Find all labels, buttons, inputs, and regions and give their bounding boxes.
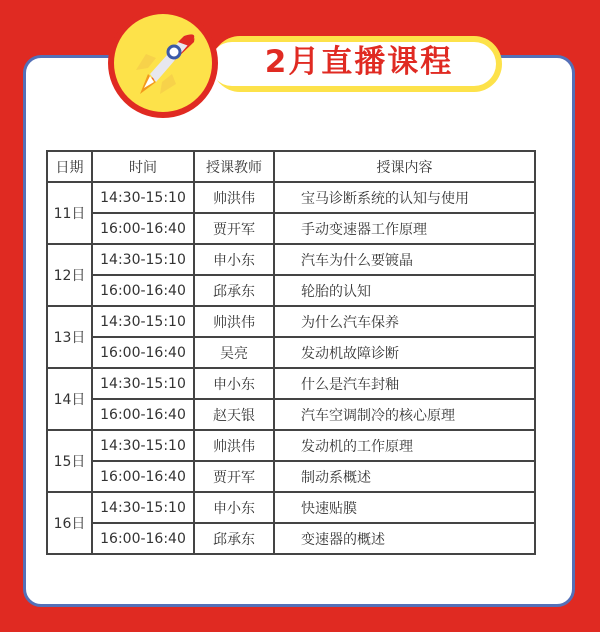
rocket-icon bbox=[126, 24, 206, 104]
table-row bbox=[47, 213, 535, 244]
date-cell: 15日 bbox=[47, 430, 92, 492]
teacher-cell: 帅洪伟 bbox=[194, 430, 274, 461]
table-row bbox=[47, 337, 535, 368]
time-cell: 16:00-16:40 bbox=[92, 337, 194, 368]
topic-cell: 汽车为什么要镀晶 bbox=[274, 244, 535, 275]
teacher-cell: 邱承东 bbox=[194, 523, 274, 554]
header-time: 时间 bbox=[92, 151, 194, 182]
time-cell: 14:30-15:10 bbox=[92, 244, 194, 275]
teacher-cell: 贾开军 bbox=[194, 213, 274, 244]
topic-cell: 发动机故障诊断 bbox=[274, 337, 535, 368]
topic-cell: 汽车空调制冷的核心原理 bbox=[274, 399, 535, 430]
topic-cell: 什么是汽车封釉 bbox=[274, 368, 535, 399]
teacher-cell: 吴亮 bbox=[194, 337, 274, 368]
header-topic: 授课内容 bbox=[274, 151, 535, 182]
header-teacher: 授课教师 bbox=[194, 151, 274, 182]
date-cell: 12日 bbox=[47, 244, 92, 306]
table-row bbox=[47, 461, 535, 492]
time-cell: 16:00-16:40 bbox=[92, 213, 194, 244]
topic-cell: 发动机的工作原理 bbox=[274, 430, 535, 461]
time-cell: 14:30-15:10 bbox=[92, 306, 194, 337]
header-date: 日期 bbox=[47, 151, 92, 182]
teacher-cell: 申小东 bbox=[194, 244, 274, 275]
table-header-row bbox=[47, 151, 535, 182]
schedule-table bbox=[46, 150, 536, 555]
table-row bbox=[47, 523, 535, 554]
time-cell: 14:30-15:10 bbox=[92, 182, 194, 213]
table-row bbox=[47, 492, 535, 523]
topic-cell: 宝马诊断系统的认知与使用 bbox=[274, 182, 535, 213]
teacher-cell: 邱承东 bbox=[194, 275, 274, 306]
table-row bbox=[47, 275, 535, 306]
table-row bbox=[47, 306, 535, 337]
table-row bbox=[47, 244, 535, 275]
topic-cell: 制动系概述 bbox=[274, 461, 535, 492]
teacher-cell: 帅洪伟 bbox=[194, 306, 274, 337]
time-cell: 14:30-15:10 bbox=[92, 430, 194, 461]
topic-cell: 轮胎的认知 bbox=[274, 275, 535, 306]
topic-cell: 为什么汽车保养 bbox=[274, 306, 535, 337]
time-cell: 14:30-15:10 bbox=[92, 368, 194, 399]
topic-cell: 变速器的概述 bbox=[274, 523, 535, 554]
topic-cell: 手动变速器工作原理 bbox=[274, 213, 535, 244]
teacher-cell: 赵天银 bbox=[194, 399, 274, 430]
date-cell: 13日 bbox=[47, 306, 92, 368]
time-cell: 14:30-15:10 bbox=[92, 492, 194, 523]
date-cell: 11日 bbox=[47, 182, 92, 244]
teacher-cell: 帅洪伟 bbox=[194, 182, 274, 213]
table-row bbox=[47, 368, 535, 399]
table-row bbox=[47, 182, 535, 213]
time-cell: 16:00-16:40 bbox=[92, 523, 194, 554]
time-cell: 16:00-16:40 bbox=[92, 399, 194, 430]
teacher-cell: 申小东 bbox=[194, 368, 274, 399]
time-cell: 16:00-16:40 bbox=[92, 275, 194, 306]
page-title: 2月直播课程 bbox=[264, 44, 454, 80]
date-cell: 14日 bbox=[47, 368, 92, 430]
table-row bbox=[47, 399, 535, 430]
date-cell: 16日 bbox=[47, 492, 92, 554]
teacher-cell: 申小东 bbox=[194, 492, 274, 523]
topic-cell: 快速贴膜 bbox=[274, 492, 535, 523]
table-row bbox=[47, 430, 535, 461]
teacher-cell: 贾开军 bbox=[194, 461, 274, 492]
time-cell: 16:00-16:40 bbox=[92, 461, 194, 492]
